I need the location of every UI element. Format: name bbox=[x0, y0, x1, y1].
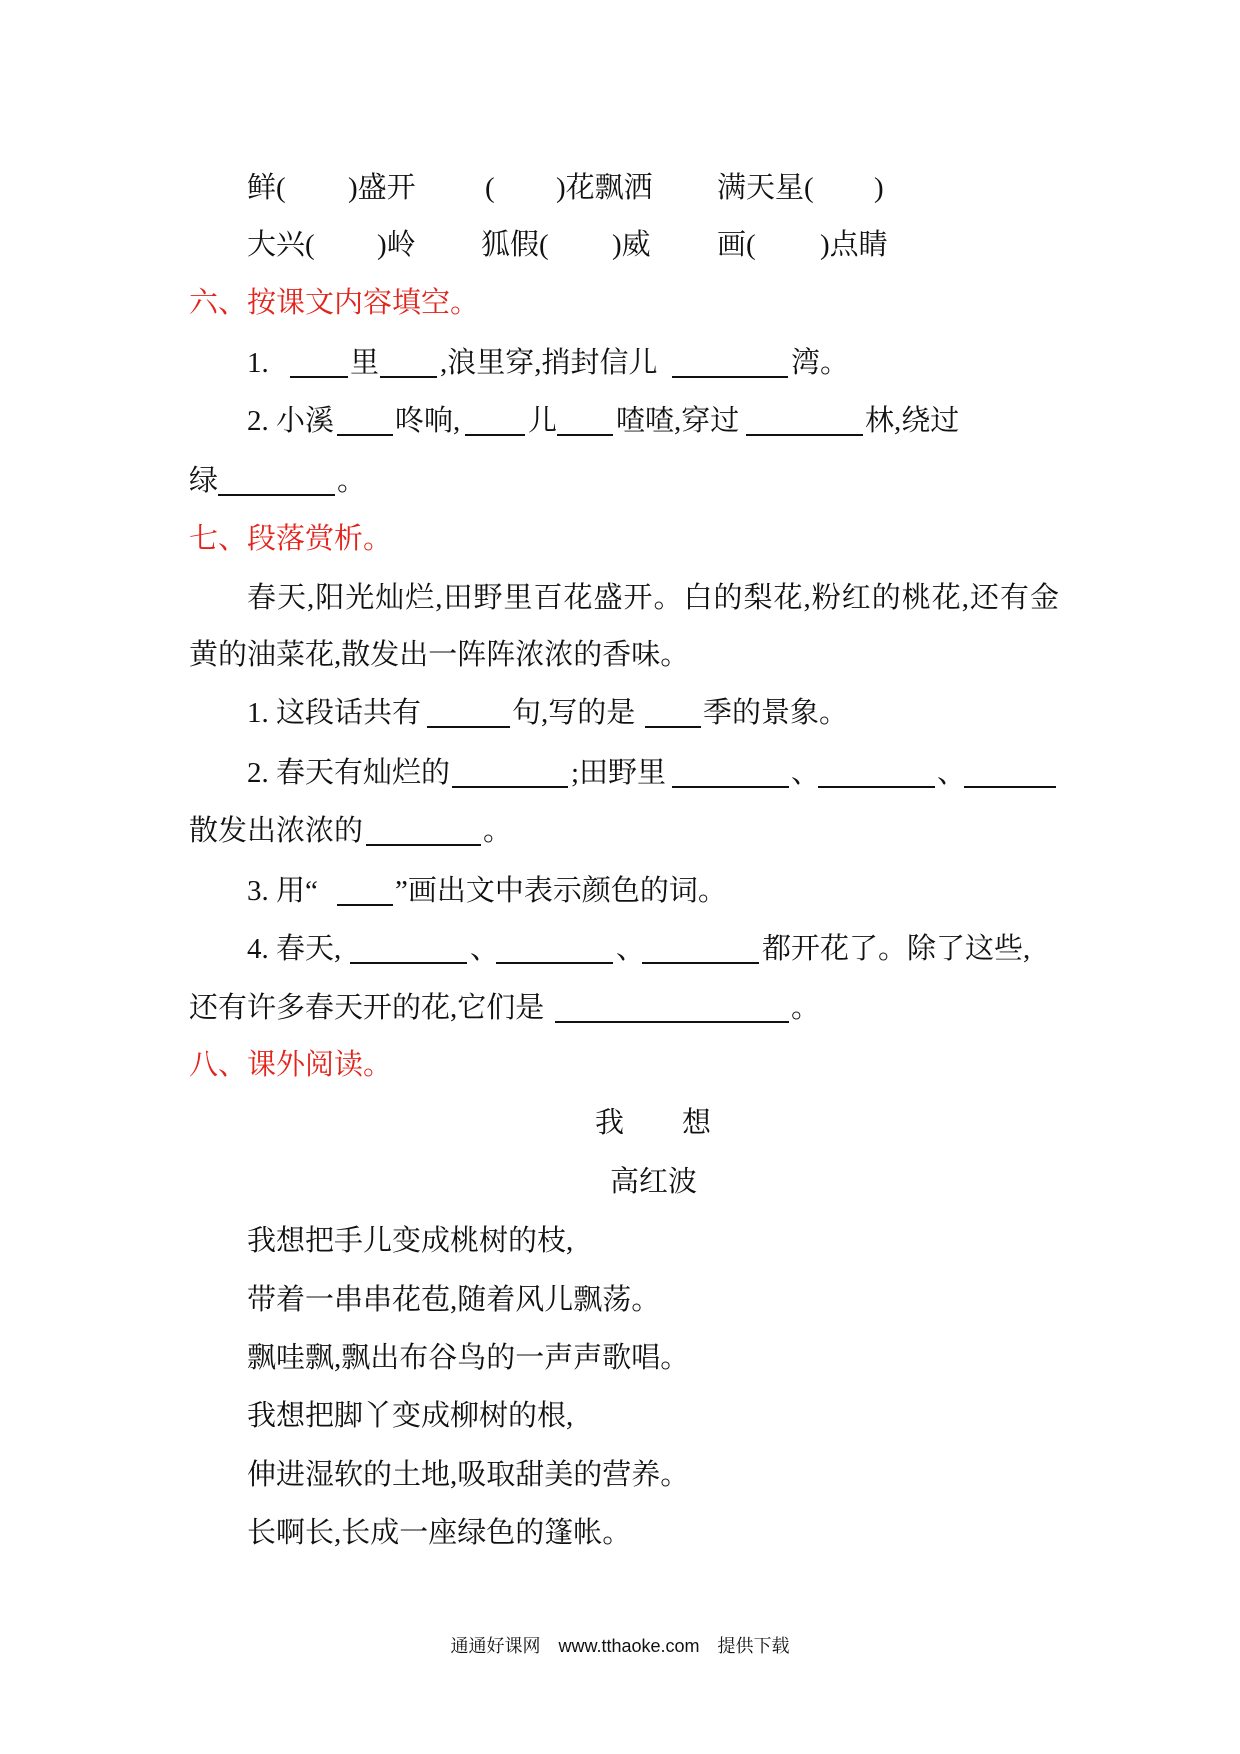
idiom-text: )威 bbox=[612, 229, 651, 261]
question-text: 散发出浓浓的 bbox=[189, 815, 364, 847]
idiom-row-1 bbox=[0, 168, 1240, 208]
answer-blank bbox=[465, 434, 525, 436]
poem-line bbox=[0, 1221, 1240, 1261]
question-text: ,浪里穿,捎封信儿 bbox=[440, 347, 658, 379]
question-line bbox=[0, 929, 1240, 969]
answer-blank bbox=[645, 726, 701, 728]
question-text: 3. 用“ bbox=[247, 875, 318, 907]
section-six-heading-line bbox=[0, 283, 1240, 323]
section-eight-heading-line bbox=[0, 1045, 1240, 1085]
question-text: ;田野里 bbox=[571, 757, 667, 789]
question-text: 林,绕过 bbox=[865, 405, 960, 437]
answer-blank bbox=[427, 726, 510, 728]
question-text: 儿 bbox=[528, 405, 558, 437]
question-text: 。 bbox=[483, 815, 513, 847]
answer-blank bbox=[964, 786, 1056, 788]
answer-blank bbox=[818, 786, 935, 788]
idiom-text: )盛开 bbox=[348, 172, 416, 204]
answer-blank bbox=[350, 962, 467, 964]
idiom-text: 大兴( bbox=[247, 229, 315, 261]
question-line bbox=[0, 343, 1240, 383]
question-text: 1. bbox=[247, 347, 269, 379]
poem-text: 长啊长,长成一座绿色的篷帐。 bbox=[247, 1517, 632, 1549]
question-text: 1. 这段话共有 bbox=[247, 697, 422, 729]
question-line bbox=[0, 693, 1240, 733]
question-text: 绿 bbox=[189, 465, 219, 497]
poem-author: 高红波 bbox=[610, 1166, 698, 1198]
question-text: 、 bbox=[616, 933, 646, 965]
poem-text: 伸进湿软的土地,吸取甜美的营养。 bbox=[247, 1459, 690, 1491]
poem-line bbox=[0, 1280, 1240, 1320]
answer-blank bbox=[452, 786, 568, 788]
poem-text: 我想把手儿变成桃树的枝, bbox=[247, 1225, 574, 1257]
idiom-text: )点睛 bbox=[820, 229, 888, 261]
idiom-text: )花飘洒 bbox=[556, 172, 653, 204]
idiom-row-2 bbox=[0, 225, 1240, 265]
poem-author-line bbox=[0, 1162, 1240, 1202]
passage-line bbox=[0, 635, 1240, 675]
answer-blank bbox=[218, 494, 335, 496]
question-line bbox=[0, 461, 1240, 501]
question-text: 4. 春天, bbox=[247, 933, 342, 965]
question-text: 季的景象。 bbox=[703, 697, 849, 729]
section-heading: 八、课外阅读。 bbox=[189, 1049, 393, 1081]
question-text: 2. 小溪 bbox=[247, 405, 335, 437]
question-line bbox=[0, 988, 1240, 1028]
answer-blank bbox=[746, 434, 863, 436]
idiom-text: 鲜( bbox=[247, 172, 286, 204]
poem-line bbox=[0, 1338, 1240, 1378]
question-line bbox=[0, 871, 1240, 911]
question-text: 、 bbox=[791, 757, 821, 789]
section-heading: 六、按课文内容填空。 bbox=[189, 287, 480, 319]
answer-blank bbox=[557, 434, 613, 436]
section-seven-heading-line bbox=[0, 519, 1240, 559]
section-heading: 七、段落赏析。 bbox=[189, 523, 393, 555]
idiom-text: 画( bbox=[717, 229, 756, 261]
question-text: 湾。 bbox=[791, 347, 850, 379]
question-line bbox=[0, 401, 1240, 441]
poem-line bbox=[0, 1396, 1240, 1436]
question-text: 喳喳,穿过 bbox=[616, 405, 740, 437]
question-text: 。 bbox=[791, 992, 821, 1024]
question-text: 。 bbox=[337, 465, 367, 497]
answer-blank bbox=[555, 1021, 789, 1023]
idiom-text: 狐假( bbox=[481, 229, 549, 261]
answer-blank bbox=[380, 376, 437, 378]
poem-title-line bbox=[0, 1103, 1240, 1143]
poem-text: 带着一串串花苞,随着风儿飘荡。 bbox=[247, 1284, 661, 1316]
question-text: 、 bbox=[937, 757, 967, 789]
answer-blank bbox=[672, 376, 788, 378]
answer-blank bbox=[290, 376, 348, 378]
idiom-text: )岭 bbox=[377, 229, 416, 261]
answer-blank bbox=[366, 844, 481, 846]
question-text: 都开花了。除了这些, bbox=[762, 933, 1031, 965]
question-text: ”画出文中表示颜色的词。 bbox=[395, 875, 727, 907]
poem-text: 飘哇飘,飘出布谷鸟的一声声歌唱。 bbox=[247, 1342, 690, 1374]
question-text: 还有许多春天开的花,它们是 bbox=[189, 992, 545, 1024]
idiom-text: ( bbox=[485, 172, 495, 204]
answer-blank bbox=[642, 962, 759, 964]
question-text: 咚响, bbox=[395, 405, 461, 437]
question-text: 、 bbox=[470, 933, 500, 965]
question-line bbox=[0, 753, 1240, 793]
passage-text: 春天,阳光灿烂,田野里百花盛开。白的梨花,粉红的桃花,还有金 bbox=[247, 582, 1059, 614]
poem-text: 我想把脚丫变成柳树的根, bbox=[247, 1400, 574, 1432]
page-footer: 通通好课网 www.tthaoke.com 提供下载 bbox=[450, 1636, 790, 1656]
answer-blank bbox=[496, 962, 613, 964]
question-line bbox=[0, 811, 1240, 851]
answer-blank bbox=[672, 786, 789, 788]
poem-line bbox=[0, 1513, 1240, 1553]
answer-blank bbox=[337, 434, 393, 436]
answer-blank bbox=[337, 904, 393, 906]
poem-title: 我 想 bbox=[595, 1107, 712, 1139]
passage-line bbox=[0, 578, 1240, 618]
passage-text: 黄的油菜花,散发出一阵阵浓浓的香味。 bbox=[189, 639, 690, 671]
question-text: 2. 春天有灿烂的 bbox=[247, 757, 451, 789]
question-text: 句,写的是 bbox=[512, 697, 636, 729]
question-text: 里 bbox=[350, 347, 380, 379]
poem-line bbox=[0, 1455, 1240, 1495]
idiom-text: ) bbox=[874, 172, 884, 204]
idiom-text: 满天星( bbox=[717, 172, 814, 204]
